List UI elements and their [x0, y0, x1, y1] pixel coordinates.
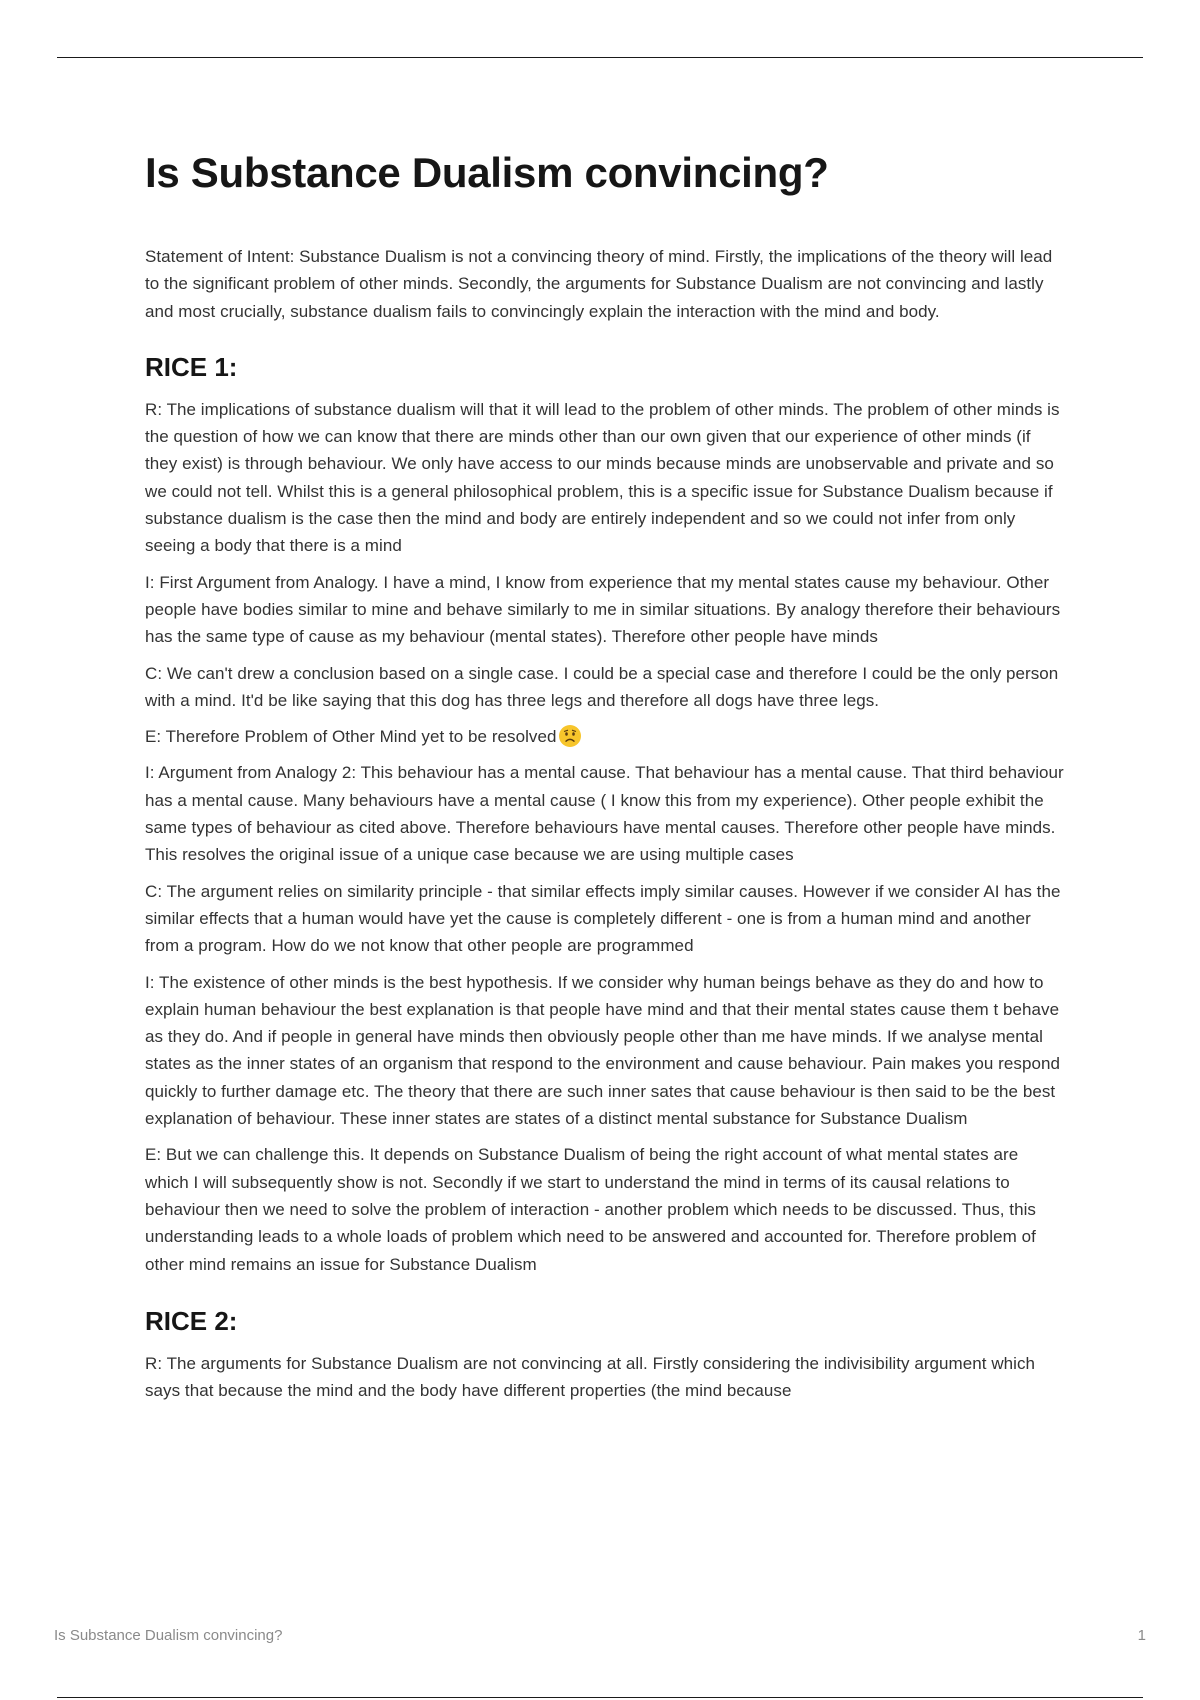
bottom-rule — [57, 1697, 1143, 1698]
footer-page-number: 1 — [1137, 1627, 1146, 1644]
worried-face-icon — [559, 725, 581, 747]
section-heading-rice-1: RICE 1: — [145, 351, 238, 382]
rice1-paragraph-c2: C: The argument relies on similarity principle - that similar effects imply similar causes. However if we consider AI has the similar effects that a human would have yet the cause is completely different - one is from a human mind and another from a program. How do we not know that other people are programmed — [145, 881, 1061, 956]
rice1-paragraph-c1: C: We can't drew a conclusion based on a single case. I could be a special case and therefore I could be the only person with a mind. It'd be like saying that this dog has three legs and therefore all dogs have three legs. — [145, 663, 1059, 710]
top-rule — [57, 57, 1143, 58]
footer-document-title: Is Substance Dualism convincing? — [54, 1627, 283, 1644]
rice1-paragraph-r: R: The implications of substance dualism will that it will lead to the problem of other minds. The problem of other minds is the question of how we can know that there are minds other than our own given that our experience of other minds (if they exist) is through behaviour. We only have access to our minds because minds are unobservable and private and so we could not tell. Whilst this is a general philosophical problem, this is a specific issue for Substance Dualism because if substance dualism is the case then the mind and body are entirely independent and so we could not infer from only seeing a body that there is a mind — [145, 399, 1060, 556]
document-body — [145, 145, 1065, 1413]
statement-of-intent: Statement of Intent: Substance Dualism is not a convincing theory of mind. Firstly, the implications of the theory will lead to the significant problem of other minds. Secondly, the arguments for Substance Dualism are not convincing and lastly and most crucially, substance dualism fails to convincingly explain the interaction with the mind and body. — [145, 247, 1053, 321]
rice1-paragraph-e2: E: But we can challenge this. It depends on Substance Dualism of being the right account of what mental states are which I will subsequently show is not. Secondly if we start to understand the mind in terms of its causal relations to behaviour then we need to solve the problem of interaction - another problem which needs to be discussed. Thus, this understanding leads to a whole loads of problem which need to be answered and accounted for. Therefore problem of other mind remains an issue for Substance Dualism — [145, 1145, 1036, 1274]
rice1-paragraph-i3: I: The existence of other minds is the best hypothesis. If we consider why human beings behave as they do and how to explain human behaviour the best explanation is that people have mind and that their mental states cause them t behave as they do. And if people in general have minds then obviously people other than me have minds. If we analyse mental states as the inner states of an organism that respond to the environment and cause behaviour. Pain makes you respond quickly to further damage etc. The theory that there are such inner sates that cause behaviour is then said to be the best explanation of behaviour. These inner states are states of a distinct mental substance for Substance Dualism — [145, 972, 1060, 1129]
rice1-paragraph-e1-text: E: Therefore Problem of Other Mind yet to be resolved — [145, 727, 557, 747]
rice1-paragraph-i2: I: Argument from Analogy 2: This behaviour has a mental cause. That behaviour has a mental cause. That third behaviour has a mental cause. Many behaviours have a mental cause ( I know this from my experience). Other people exhibit the same types of behaviour as cited above. Therefore behaviours have mental causes. Therefore other people have minds. This resolves the original issue of a unique case because we are using multiple cases — [145, 763, 1064, 865]
section-heading-rice-2: RICE 2: — [145, 1305, 238, 1336]
rice1-paragraph-e1 — [145, 723, 1065, 750]
rice1-paragraph-i1: I: First Argument from Analogy. I have a mind, I know from experience that my mental states cause my behaviour. Other people have bodies similar to mine and behave similarly to me in similar situations. By analogy therefore their behaviours has the same type of cause as my behaviour (mental states). Therefore other people have minds — [145, 572, 1061, 647]
rice2-paragraph-r: R: The arguments for Substance Dualism are not convincing at all. Firstly considering the indivisibility argument which says that because the mind and the body have different properties (the mind because — [145, 1353, 1036, 1401]
page-title: Is Substance Dualism convincing? — [145, 149, 829, 196]
